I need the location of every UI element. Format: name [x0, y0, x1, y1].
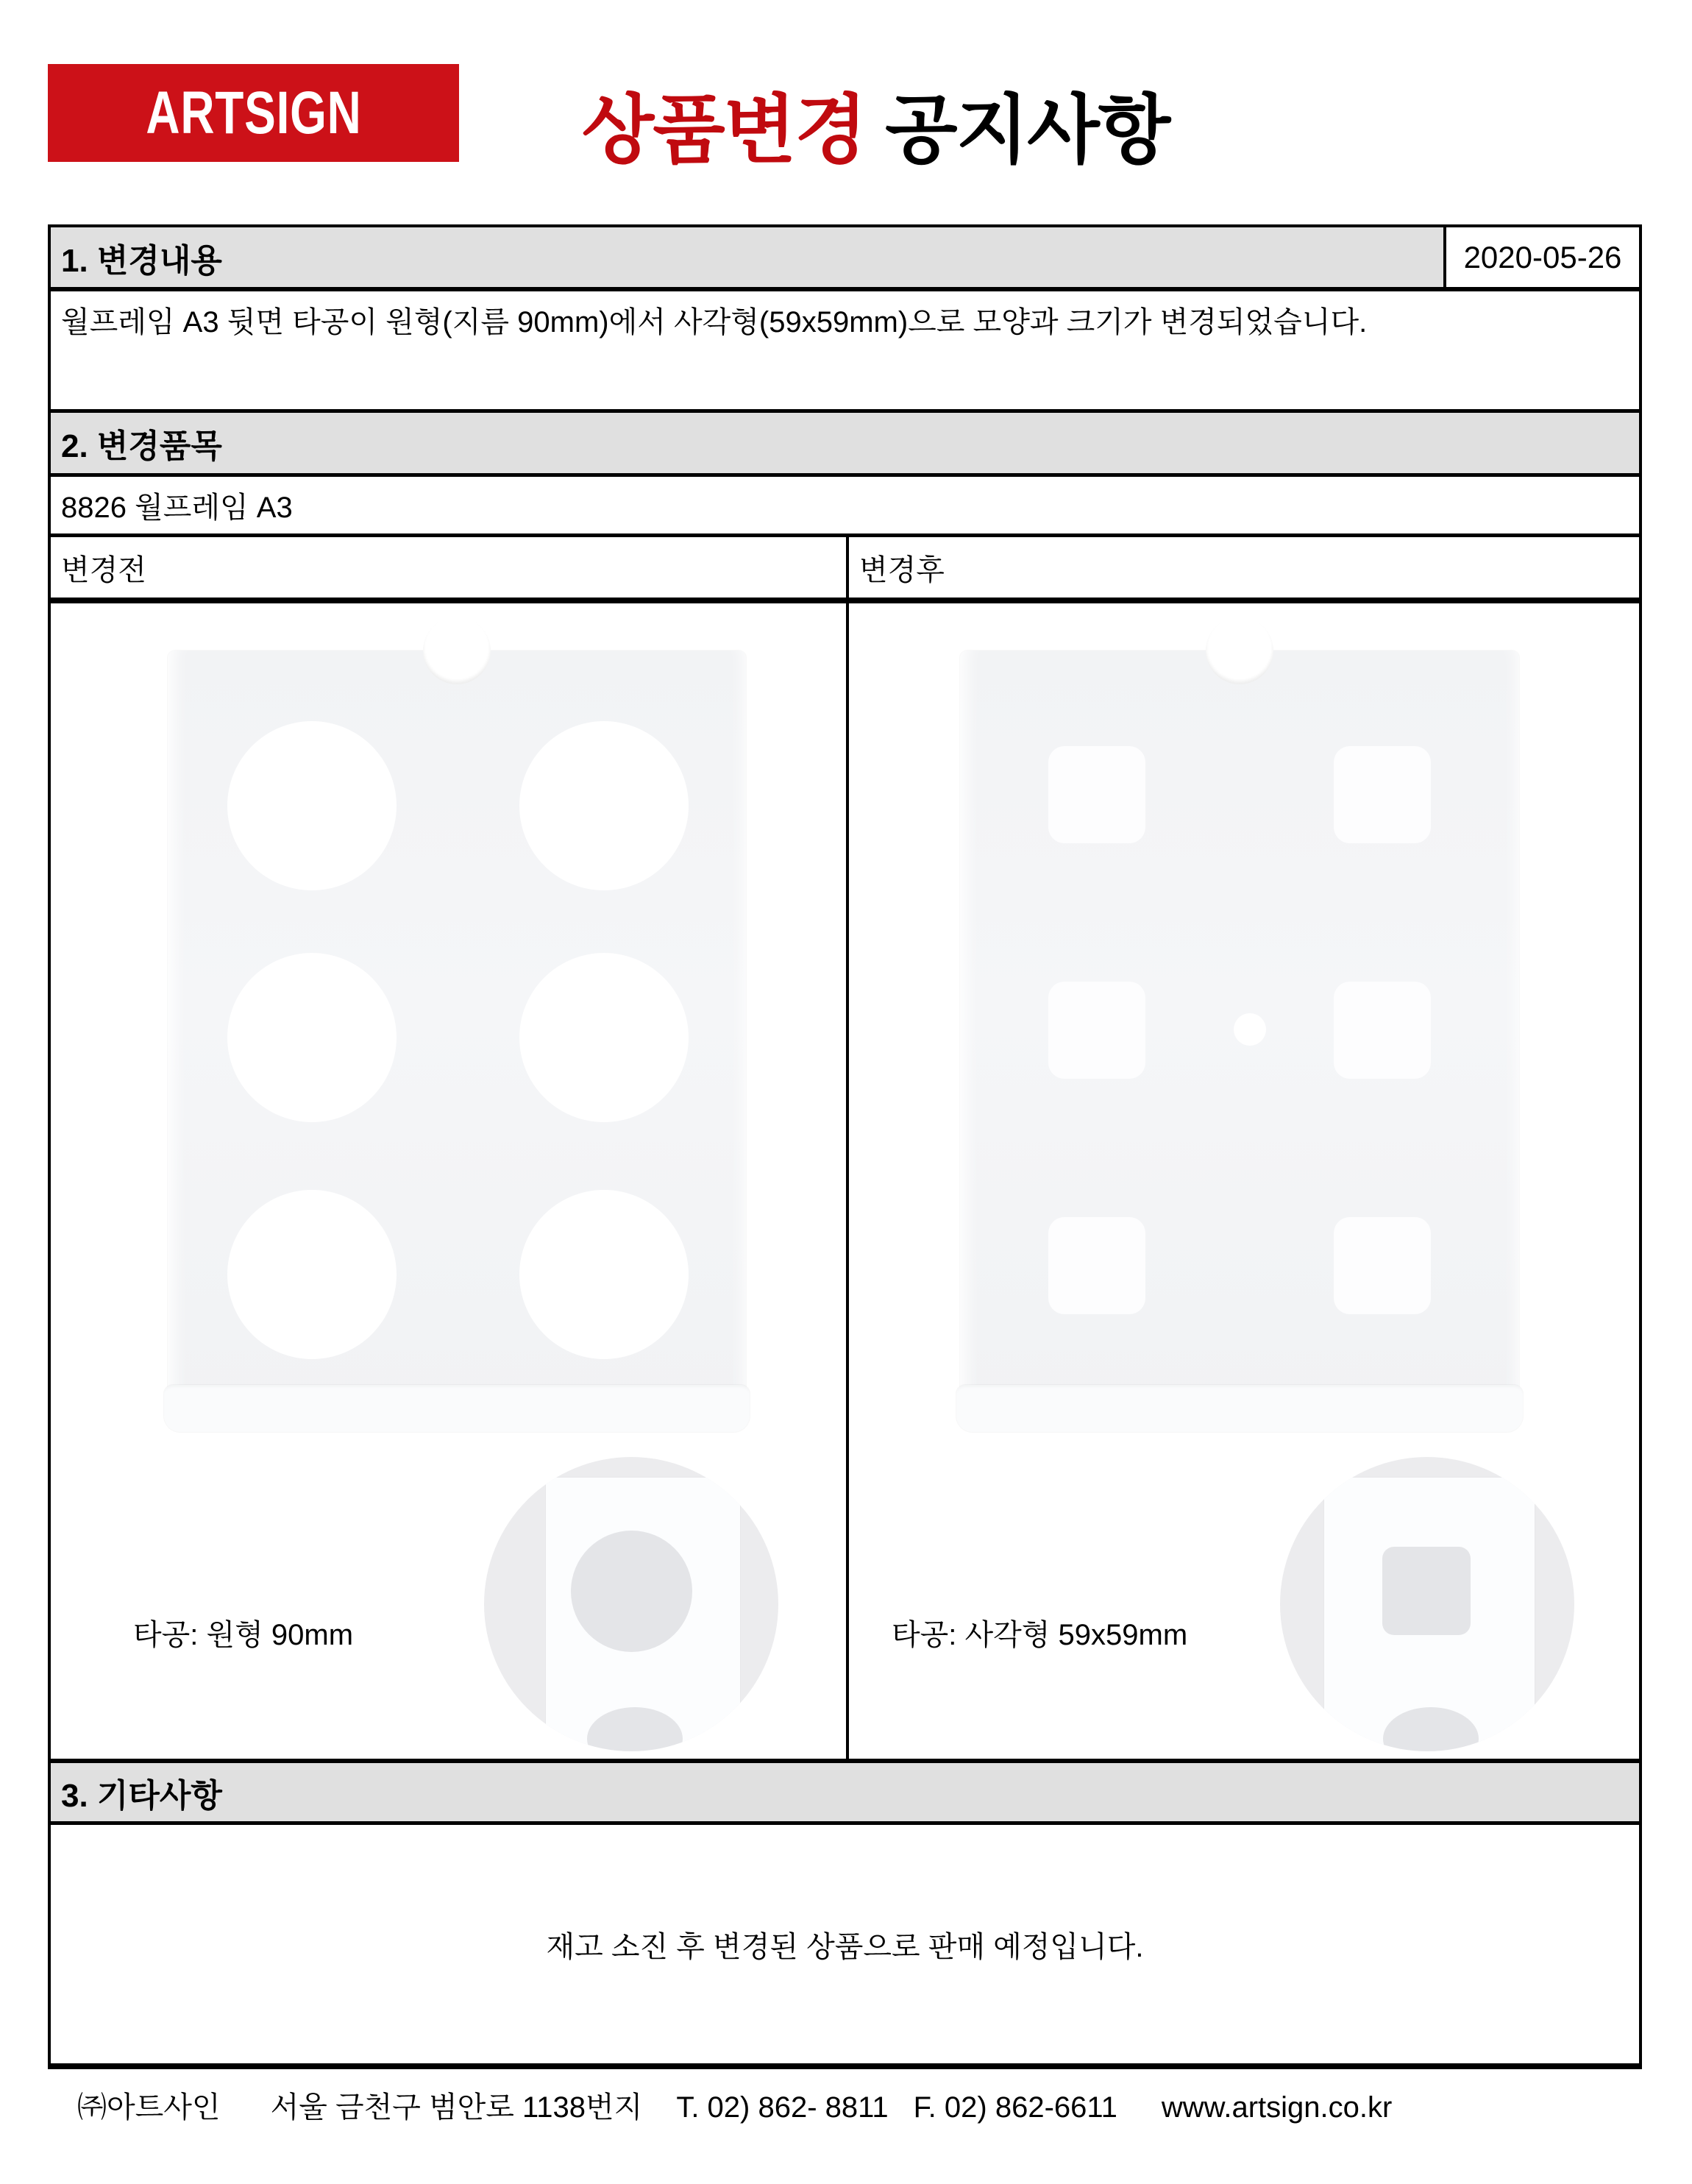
footer-website: www.artsign.co.kr [1161, 2091, 1393, 2124]
page-title-black: 공지사항 [885, 88, 1170, 172]
detail-circle-hole [571, 1531, 692, 1652]
section3-header-label: 3. 기타사항 [51, 1763, 1639, 1825]
section1-date-cell: 2020-05-26 [1443, 227, 1639, 287]
square-hole [1334, 746, 1431, 843]
page-title [0, 71, 1692, 178]
section2-header-label: 2. 변경품목 [51, 413, 1639, 477]
footer-tel: T. 02) 862- 8811 [676, 2091, 889, 2124]
section3-body-cell: 재고 소진 후 변경된 상품으로 판매 예정입니다. [546, 1930, 1144, 1963]
wallframe-before-image [168, 650, 746, 1428]
artsign-logo-text: ARTSIGN [145, 79, 362, 146]
section2-item-cell: 8826 월프레임 A3 [51, 477, 1639, 537]
square-hole [1048, 982, 1145, 1079]
after-caption: 타공: 사각형 59x59mm [892, 1619, 1188, 1651]
center-dot-hole [1234, 1013, 1266, 1046]
circle-hole [519, 1190, 689, 1359]
section1-body-cell: 월프레임 A3 뒷면 타공이 원형(지름 90mm)에서 사각형(59x59mm)으로 모양과 크기가 변경되었습니다. [51, 291, 1639, 413]
compare-header-row [51, 537, 1639, 603]
wallframe-after-image [960, 650, 1519, 1428]
before-caption: 타공: 원형 90mm [133, 1619, 354, 1651]
section1-header-row [51, 227, 1639, 291]
notice-table [48, 224, 1642, 2069]
frame-bottom-lip [956, 1385, 1523, 1432]
frame-bottom-lip [164, 1385, 750, 1432]
circle-hole [519, 721, 689, 890]
square-hole [1048, 1217, 1145, 1314]
after-image-cell [849, 603, 1639, 1759]
circle-hole [227, 721, 397, 890]
after-zoom-detail-circle [1280, 1457, 1574, 1751]
detail-square-hole [1382, 1547, 1471, 1635]
page-title-red: 상품변경 [581, 88, 866, 172]
square-hole [1334, 1217, 1431, 1314]
circle-hole [227, 953, 397, 1122]
footer-company: ㈜아트사인 [77, 2091, 221, 2124]
footer-fax: F. 02) 862-6611 [913, 2091, 1117, 2124]
thumb-notch [1206, 617, 1273, 684]
square-hole [1334, 982, 1431, 1079]
thumb-notch [423, 617, 491, 684]
circle-hole [227, 1190, 397, 1359]
section1-header-label: 1. 변경내용 [51, 227, 1443, 287]
before-image-cell [51, 603, 849, 1759]
footer [77, 2084, 1652, 2126]
footer-address: 서울 금천구 범안로 1138번지 [270, 2091, 643, 2124]
after-column-header: 변경후 [849, 537, 1639, 598]
before-column-header: 변경전 [51, 537, 849, 598]
circle-hole [519, 953, 689, 1122]
compare-image-row [51, 603, 1639, 1763]
square-hole [1048, 746, 1145, 843]
before-zoom-detail-circle [484, 1457, 778, 1751]
